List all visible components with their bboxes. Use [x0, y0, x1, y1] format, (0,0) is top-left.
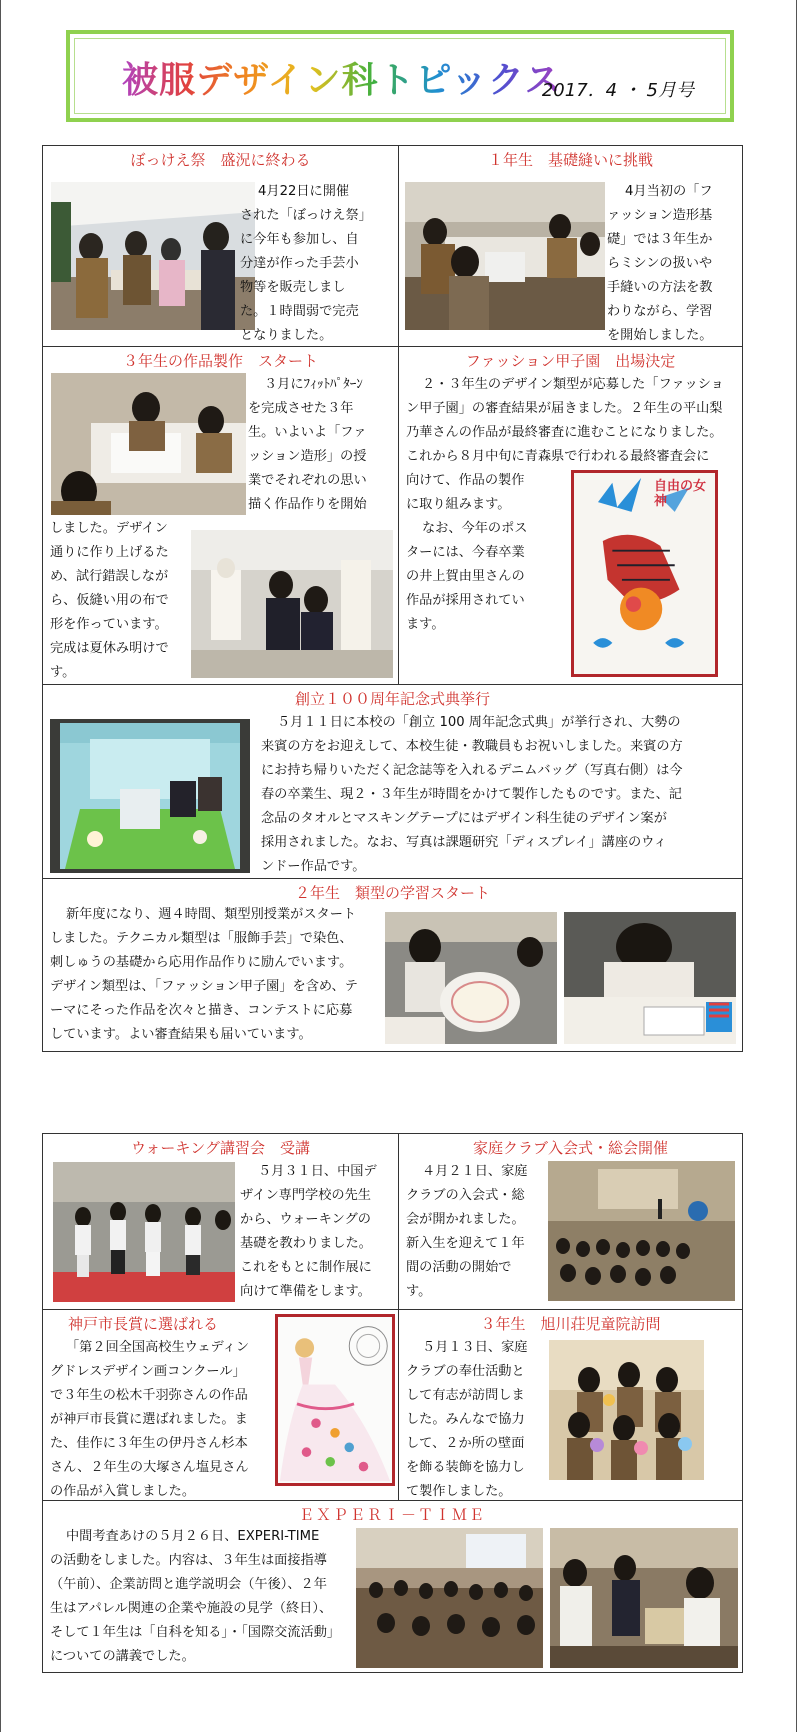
walking-photo [53, 1162, 235, 1302]
article-heading: ３年生の作品製作 スタート [122, 352, 318, 370]
third-year-text-top: ３月にﾌｨｯﾄﾊﾟﾀｰﾝ を完成させた３年 生。いよいよ「ファ ッション造形」の授 業でそれぞれの思い 描く作品作りを開始 [248, 377, 367, 512]
experi-text: 中間考査あけの５月２６日、EXPERI-TIME の活動をしました。内容は、３年生は面接指導 （午前）、企業訪問と進学説明会（午後）、２年 生はアパレル関連の企業や施設の見学（終日）、 そして１年生は「自科を知る」・「国際交流活動」 についての講義でした。 [50, 1529, 341, 1664]
article-first-year [398, 145, 743, 347]
article-festival [42, 145, 399, 347]
first-year-text: 4月当初の「フ ァッション造形基 礎」では３年生か らミシンの扱いや 手縫いの方法を教 わりながら、学習 を開始しました。 [607, 184, 713, 343]
third-year-text-bottom: しました。デザイン 通りに作り上げるた め、試行錯誤しなが ら、仮縫い用の布で 形を作っています。 完成は夏休み明けで す。 [50, 521, 169, 680]
article-heading: 神戸市長賞に選ばれる [67, 1315, 218, 1333]
page-title: 被服デザイン科トピックス [122, 52, 562, 103]
koshien-text-narrow: 向けて、作品の製作 に取り組みます。 なお、今年のポス ターには、今春卒業 の井上賀由里さんの 作品が採用されてい ます。 [406, 473, 528, 632]
third-year-photo-1 [51, 373, 246, 515]
page-header [66, 30, 734, 122]
article-second-year [42, 878, 743, 1052]
article-heading: ＥＸＰＥＲＩ－ＴＩＭＥ [298, 1506, 486, 1524]
koshien-text-full: ２・３年生のデザイン類型が応募した「ファッショ ン甲子園」の審査結果が届きました。２年生の平山梨 乃華さんの作品が最終審査に進むことになりました。 これから８月中旬に青森県で行われる最終審査会に [406, 377, 724, 464]
walking-text: ５月３１日、中国デ ザイン専門学校の先生 から、ウォーキングの 基礎を教わりました。 これをもとに制作展に 向けて準備をします。 [240, 1164, 377, 1299]
article-heading: ２年生 類型の学習スタート [294, 884, 490, 902]
third-year-photo-2 [191, 530, 393, 678]
club-text: ４月２１日、家庭 クラブの入会式・総 会が開かれました。 新入生を迎えて１年 間の活動の開始で す。 [406, 1164, 528, 1299]
article-heading: １年生 基礎縫いに挑戦 [487, 151, 653, 169]
kobe-text: 「第２回全国高校生ウェディン グドレスデザイン画コンクール」 で３年生の松木千羽弥さんの作品 が神戸市長賞に選ばれました。ま た、佳作に３年生の伊丹さん杉本 さん、２年生の大塚さん塩見さん の作品が入賞しました。 [50, 1340, 250, 1499]
centennial-photo [50, 719, 250, 873]
club-photo [548, 1161, 735, 1301]
article-heading: ぼっけえ祭 盛況に終わる [130, 151, 311, 169]
centennial-text: ５月１１日に本校の「創立 100 周年記念式典」が挙行され、大勢の 来賓の方をお迎えして、本校生徒・教職員もお祝いしました。来賓の方 にお持ち帰りいただく記念誌等を入れるデニムバッグ（写真右側）は今 春の卒業生、現２・３年生が時間をかけて製作したものです。また、記 念品のタオルとマスキングテープにはデザイン科生徒のデザイン案が 採用されました。なお、写真は課題研究「ディスプレイ」講座のウィ ンドー作品です。 [261, 715, 683, 874]
festival-photo [51, 182, 255, 330]
article-third-year [42, 346, 399, 685]
article-kobe [42, 1309, 399, 1501]
poster-lettering: 自由の女神 [654, 479, 707, 509]
experi-photo-2 [550, 1528, 738, 1668]
issue-label: 2017．4 ・ 5月号 [541, 80, 694, 101]
article-heading: 創立１００周年記念式典挙行 [294, 690, 490, 708]
asahikawa-text: ５月１３日、家庭 クラブの奉仕活動と して有志が訪問しま した。みんなで協力 して、２か所の壁面 を飾る装飾を協力し て製作しました。 [406, 1340, 528, 1499]
article_heading: 家庭クラブ入会式・総会開催 [472, 1139, 668, 1157]
article-koshien [398, 346, 743, 685]
article-walking [42, 1133, 399, 1310]
article-centennial [42, 684, 743, 879]
koshien-poster [571, 470, 718, 677]
second-year-photo-2 [564, 912, 736, 1044]
article-asahikawa [398, 1309, 743, 1501]
article-experi-time [42, 1500, 743, 1673]
festival-text: 4月22日に開催 された「ぼっけえ祭」 に今年も参加し、自 分達が作った手芸小 物等を販売しまし た。１時間弱で完売 となりました。 [240, 184, 372, 343]
first-year-photo [405, 182, 605, 330]
article-heading: ファッション甲子園 出場決定 [465, 352, 676, 370]
article-heading: ３年生 旭川荘児童院訪問 [480, 1315, 661, 1333]
second-year-text: 新年度になり、週４時間、類型別授業がスタート しました。テクニカル類型は「服飾手芸」で染色、 刺しゅうの基礎から応用作品作りに励んでいます。 デザイン類型は、「ファッション甲子園」を含め、テ ーマにそった作品を次々と描き、コンテストに応募 しています。よい審査結果も届いています。 [50, 907, 358, 1042]
second-year-photo-1 [385, 912, 557, 1044]
article-club [398, 1133, 743, 1310]
asahikawa-photo [549, 1340, 704, 1480]
article-heading: ウォーキング講習会 受講 [131, 1139, 310, 1157]
kobe-dress-drawing [275, 1314, 395, 1486]
experi-photo-1 [356, 1528, 543, 1668]
